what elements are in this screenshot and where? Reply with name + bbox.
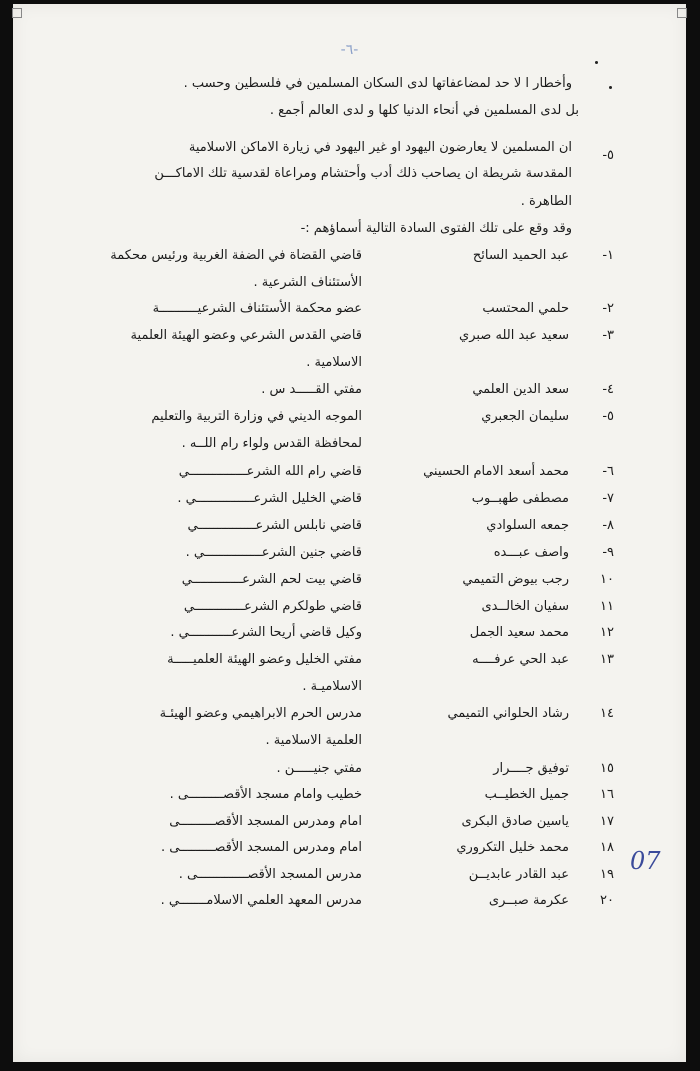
signatory-number: ٥- [602, 409, 614, 424]
signatory-title: قاضي الخليل الشرعـــــــــــــــي . [177, 491, 362, 506]
signatory-number: ١٥ [600, 761, 614, 776]
signatory-title: الاسلامية . [306, 355, 362, 370]
signatory-name: رجب بيوض التميمي [462, 572, 569, 587]
signatory-number: ١٩ [600, 867, 614, 882]
signatory-title: مدرس المعهد العلمي الاسلامـــــــي . [160, 893, 362, 908]
signatory-number: ٣- [602, 328, 614, 343]
signatories-intro: وقد وقع على تلك الفتوى السادة التالية أسماؤهم :- [300, 221, 572, 236]
point-5-line-1: ان المسلمين لا يعارضون اليهود او غير اليهود في زيارة الاماكن الاسلامية [188, 140, 572, 155]
signatory-title: قاضي طولكرم الشرعـــــــــــــي [183, 599, 362, 614]
signatory-title: مفتي جنيـــــن . [276, 761, 362, 776]
signatory-title: قاضي جنين الشرعـــــــــــــــي . [185, 545, 362, 560]
signatory-name: سفيان الخالــدى [481, 599, 569, 614]
point-5-line-2: المقدسة شريطة ان يصاحب ذلك أدب وأحتشام ومراعاة لقدسية تلك الاماكـــن [154, 166, 572, 181]
signatory-number: ١٨ [600, 840, 614, 855]
signatory-title: امام ومدرس المسجد الأقصـــــــــى . [161, 840, 362, 855]
signatory-name: حلمي المحتسب [482, 301, 569, 316]
signatory-name: مصطفى طهبــوب [471, 491, 569, 506]
signatory-title: مفتي القـــــد س . [261, 382, 362, 397]
document-page [13, 4, 686, 1062]
signatory-name: محمد خليل التكروري [456, 840, 569, 855]
signatory-name: عبد الحميد السائح [472, 248, 569, 263]
ink-speck [595, 61, 598, 64]
signatory-number: ١٠ [600, 572, 614, 587]
signatory-number: ٢٠ [600, 893, 614, 908]
signatory-title: امام ومدرس المسجد الأقصـــــــــى [169, 814, 362, 829]
signatory-name: محمد أسعد الامام الحسيني [423, 464, 569, 479]
signatory-title: قاضي رام الله الشرعـــــــــــــــي [178, 464, 362, 479]
signatory-name: سعيد عبد الله صبري [459, 328, 569, 343]
signatory-number: ١٦ [600, 787, 614, 802]
signatory-title: الاسلاميـة . [302, 679, 362, 694]
signatory-name: عبد الحي عرفــــه [472, 652, 569, 667]
signatory-title: مدرس الحرم الابراهيمي وعضو الهيئـة [159, 706, 362, 721]
signatory-name: جميل الخطيــب [484, 787, 569, 802]
signatory-name: سعد الدين العلمي [472, 382, 569, 397]
page-number: -٦- [340, 42, 359, 58]
signatory-name: جمعه السلوادي [486, 518, 569, 533]
signatory-title: لمحافظة القدس ولواء رام اللــه . [181, 436, 362, 451]
signatory-title: وكيل قاضي أريحا الشرعـــــــــــي . [170, 625, 362, 640]
signatory-title: عضو محكمة الأستئناف الشرعيــــــــــة [152, 301, 362, 316]
signatory-title: قاضي نابلس الشرعـــــــــــــــي [187, 518, 362, 533]
signatory-title: قاضي القدس الشرعي وعضو الهيئة العلمية [130, 328, 362, 343]
signatory-title: الموجه الديني في وزارة التربية والتعليم [151, 409, 362, 424]
signatory-title: مفتي الخليل وعضو الهيئة العلميـــــة [167, 652, 362, 667]
signatory-name: واصف عبـــده [493, 545, 569, 560]
signatory-name: رشاد الحلواني التميمي [447, 706, 569, 721]
signatory-name: عبد القادر عابديــن [468, 867, 569, 882]
ink-speck [609, 86, 612, 89]
signatory-number: ٩- [602, 545, 614, 560]
signatory-name: توفيق جــــرار [493, 761, 569, 776]
signatory-name: محمد سعيد الجمل [469, 625, 569, 640]
signatory-number: ٢- [602, 301, 614, 316]
signatory-number: ١٢ [600, 625, 614, 640]
signatory-title: مدرس المسجد الأقصـــــــــــــى . [178, 867, 362, 882]
intro-line-2: بل لدى المسلمين في أنحاء الدنيا كلها و لدى العالم أجمع . [269, 103, 579, 118]
signatory-number: ١- [602, 248, 614, 263]
signatory-number: ١١ [600, 599, 614, 614]
signatory-number: ١٤ [600, 706, 614, 721]
point-5-line-3: الطاهرة . [520, 194, 572, 209]
signatory-title: قاضي القضاة في الضفة الغربية ورئيس محكمة [110, 248, 362, 263]
corner-mark-left [12, 8, 22, 18]
signatory-number: ٨- [602, 518, 614, 533]
intro-line-1: وأخطار ا لا حد لمضاعفاتها لدى السكان المسلمين في فلسطين وحسب . [183, 76, 572, 91]
signatory-title: الأستئناف الشرعية . [253, 275, 362, 290]
signatory-title: العلمية الاسلامية . [265, 733, 362, 748]
signatory-title: خطيب وامام مسجد الأقصـــــــــى . [169, 787, 362, 802]
corner-mark-right [677, 8, 687, 18]
signatory-number: ١٧ [600, 814, 614, 829]
signatory-number: ١٣ [600, 652, 614, 667]
signatory-title: قاضي بيت لحم الشرعـــــــــــــي [181, 572, 362, 587]
signatory-name: ياسين صادق البكرى [461, 814, 569, 829]
signatory-number: ٦- [602, 464, 614, 479]
signatory-name: عكرمة صبــرى [488, 893, 569, 908]
point-5-number: ٥- [602, 148, 614, 163]
signatory-name: سليمان الجعبري [481, 409, 569, 424]
handwritten-note: 07 [630, 847, 661, 875]
signatory-number: ٤- [602, 382, 614, 397]
signatory-number: ٧- [602, 491, 614, 506]
